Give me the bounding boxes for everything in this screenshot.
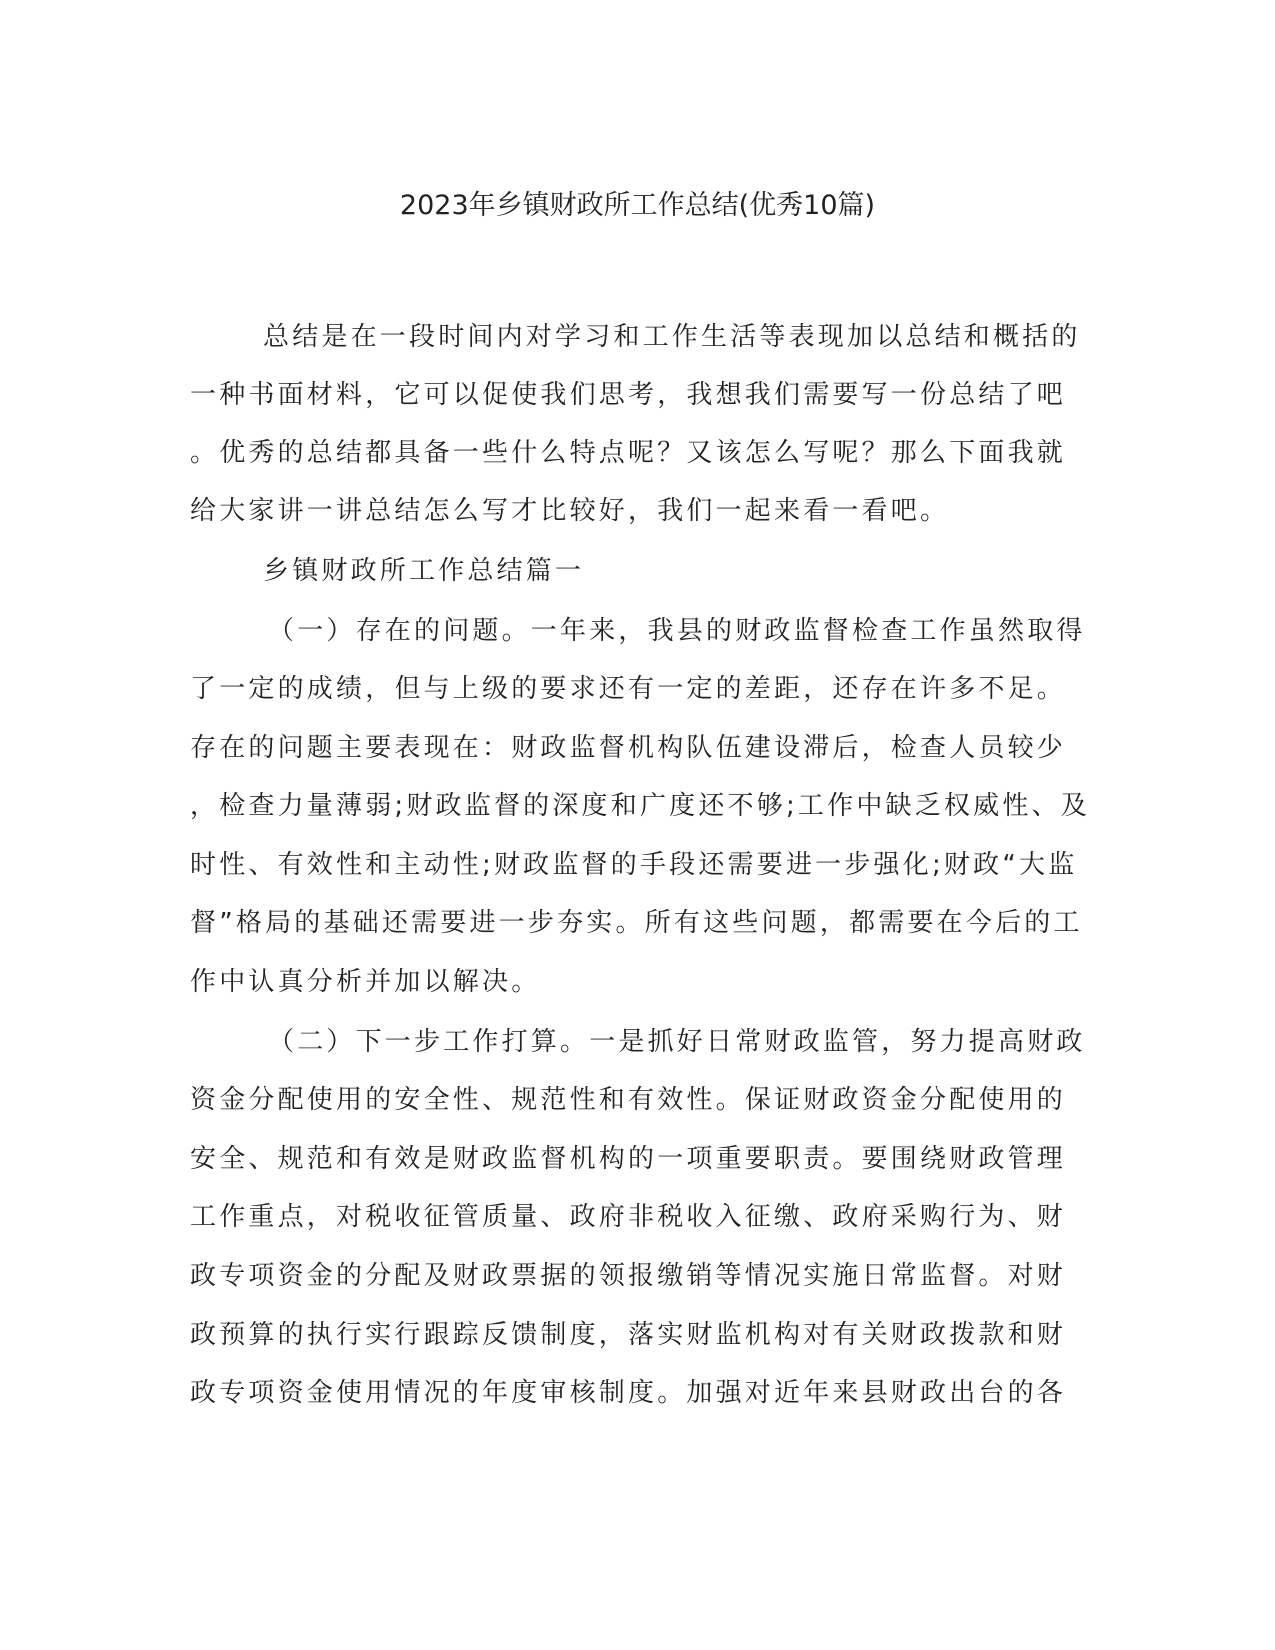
paragraph-line: 。优秀的总结都具备一些什么特点呢？又该怎么写呢？那么下面我就: [190, 438, 1067, 468]
paragraph-line: （一）存在的问题。一年来，我县的财政监督检查工作虽然取得: [268, 616, 1086, 646]
paragraph-line: 安全、规范和有效是财政监督机构的一项重要职责。要围绕财政管理: [190, 1144, 1067, 1174]
paragraph-line: 一种书面材料，它可以促使我们思考，我想我们需要写一份总结了吧: [190, 380, 1067, 410]
section-heading: 乡镇财政所工作总结篇一: [263, 556, 585, 586]
paragraph-line: 工作重点，对税收征管质量、政府非税收入征缴、政府采购行为、财: [190, 1202, 1067, 1232]
paragraph-line: 了一定的成绩，但与上级的要求还有一定的差距，还存在许多不足。: [190, 674, 1067, 704]
paragraph-line: 督”格局的基础还需要进一步夯实。所有这些问题，都需要在今后的工: [190, 908, 1083, 938]
paragraph-line: 给大家讲一讲总结怎么写才比较好，我们一起来看一看吧。: [190, 496, 950, 526]
paragraph-line: 资金分配使用的安全性、规范性和有效性。保证财政资金分配使用的: [190, 1085, 1067, 1115]
paragraph-line: 时性、有效性和主动性;财政监督的手段还需要进一步强化;财政“大监: [190, 850, 1078, 880]
paragraph-line: 总结是在一段时间内对学习和工作生活等表现加以总结和概括的: [263, 322, 1081, 352]
paragraph-line: ，检查力量薄弱;财政监督的深度和广度还不够;工作中缺乏权威性、及: [190, 791, 1090, 821]
paragraph-line: （二）下一步工作打算。一是抓好日常财政监管，努力提高财政: [268, 1027, 1086, 1057]
paragraph-line: 政专项资金使用情况的年度审核制度。加强对近年来县财政出台的各: [190, 1378, 1067, 1408]
paragraph-line: 政预算的执行实行跟踪反馈制度，落实财监机构对有关财政拨款和财: [190, 1320, 1067, 1350]
document-title: 2023年乡镇财政所工作总结(优秀10篇): [399, 190, 876, 221]
paragraph-line: 存在的问题主要表现在：财政监督机构队伍建设滞后，检查人员较少: [190, 733, 1067, 763]
paragraph-line: 作中认真分析并加以解决。: [190, 967, 541, 997]
paragraph-line: 政专项资金的分配及财政票据的领报缴销等情况实施日常监督。对财: [190, 1261, 1067, 1291]
